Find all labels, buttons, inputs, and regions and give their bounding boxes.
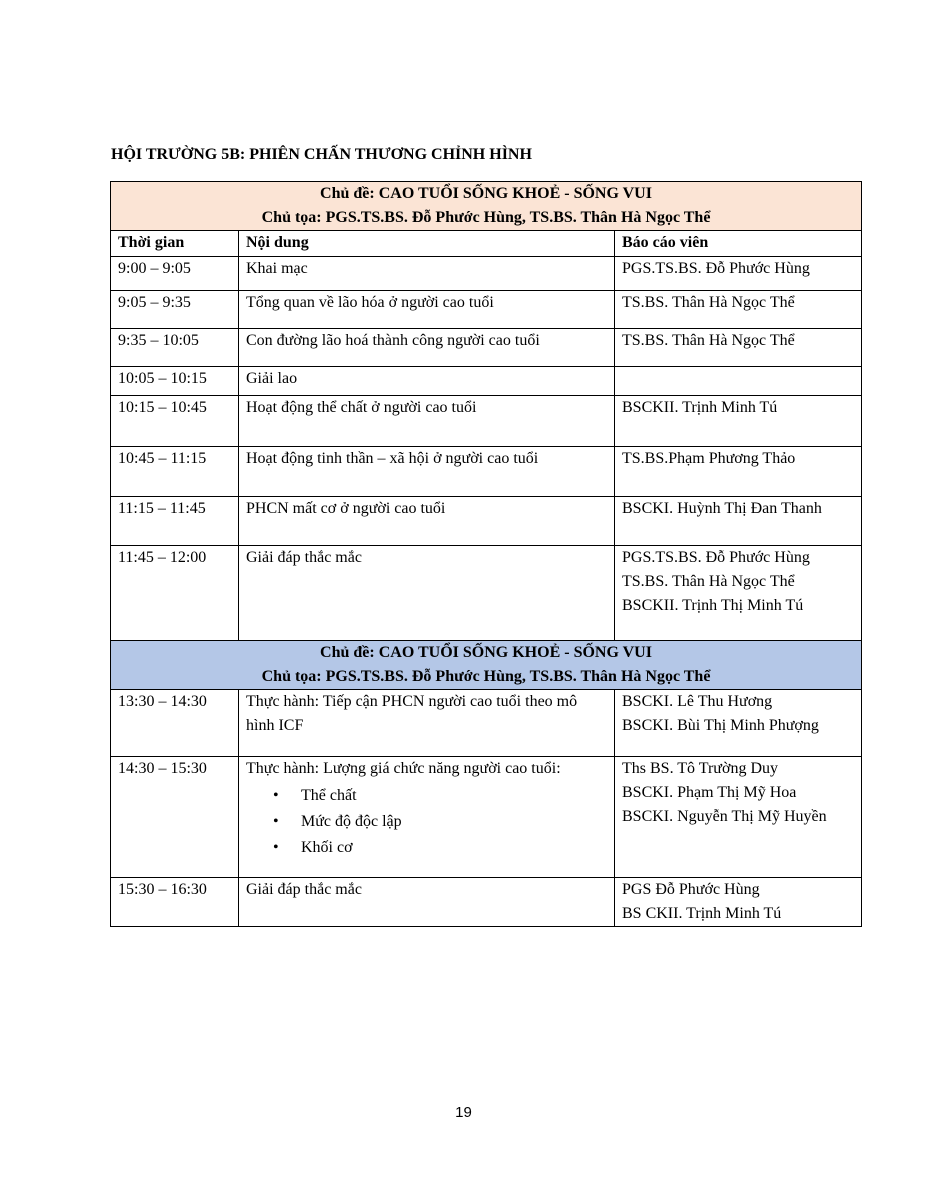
speaker-name: TS.BS. Thân Hà Ngọc Thể bbox=[622, 573, 795, 590]
speaker-cell: TS.BS. Thân Hà Ngọc Thể bbox=[615, 329, 862, 367]
speaker-cell bbox=[615, 546, 862, 641]
afternoon-chair: Chủ tọa: PGS.TS.BS. Đỗ Phước Hùng, TS.BS. Thân Hà Ngọc Thể bbox=[261, 668, 711, 685]
time-cell: 15:30 – 16:30 bbox=[111, 878, 239, 927]
speaker-cell: TS.BS.Phạm Phương Thảo bbox=[615, 447, 862, 497]
content-cell: Tổng quan về lão hóa ở người cao tuổi bbox=[239, 291, 615, 329]
speaker-cell: PGS.TS.BS. Đỗ Phước Hùng bbox=[615, 257, 862, 291]
list-item bbox=[246, 835, 607, 861]
time-cell: 9:00 – 9:05 bbox=[111, 257, 239, 291]
time-cell: 10:15 – 10:45 bbox=[111, 396, 239, 447]
bullet-icon: • bbox=[273, 839, 279, 856]
speaker-name: BSCKI. Lê Thu Hương bbox=[622, 693, 773, 710]
table-row bbox=[111, 396, 862, 447]
time-cell: 10:45 – 11:15 bbox=[111, 447, 239, 497]
content-text: Thực hành: Lượng giá chức năng người cao tuổi: bbox=[246, 760, 561, 777]
time-cell: 14:30 – 15:30 bbox=[111, 757, 239, 878]
column-header-speaker: Báo cáo viên bbox=[615, 231, 862, 257]
content-cell: Thực hành: Tiếp cận PHCN người cao tuổi theo mô hình ICF bbox=[239, 690, 615, 757]
column-header-content: Nội dung bbox=[239, 231, 615, 257]
list-item-text: Khối cơ bbox=[301, 839, 353, 856]
bullet-list bbox=[246, 783, 607, 861]
content-cell: Con đường lão hoá thành công người cao tuổi bbox=[239, 329, 615, 367]
speaker-name: BSCKI. Nguyễn Thị Mỹ Huyền bbox=[622, 808, 827, 825]
speaker-cell bbox=[615, 690, 862, 757]
list-item-text: Mức độ độc lập bbox=[301, 813, 402, 830]
content-cell: Hoạt động tinh thần – xã hội ở người cao tuổi bbox=[239, 447, 615, 497]
content-cell: Giải lao bbox=[239, 367, 615, 396]
table-row bbox=[111, 546, 862, 641]
content-cell: PHCN mất cơ ở người cao tuổi bbox=[239, 497, 615, 546]
time-cell: 11:45 – 12:00 bbox=[111, 546, 239, 641]
column-header-row bbox=[111, 231, 862, 257]
time-cell: 9:05 – 9:35 bbox=[111, 291, 239, 329]
time-cell: 11:15 – 11:45 bbox=[111, 497, 239, 546]
content-cell: Giải đáp thắc mắc bbox=[239, 878, 615, 927]
speaker-name: PGS Đỗ Phước Hùng bbox=[622, 881, 760, 898]
morning-chair: Chủ tọa: PGS.TS.BS. Đỗ Phước Hùng, TS.BS. Thân Hà Ngọc Thể bbox=[261, 209, 711, 226]
morning-session-header bbox=[111, 182, 862, 231]
table-row bbox=[111, 690, 862, 757]
speaker-name: BSCKI. Bùi Thị Minh Phượng bbox=[622, 717, 819, 734]
content-cell bbox=[239, 757, 615, 878]
time-cell: 9:35 – 10:05 bbox=[111, 329, 239, 367]
time-cell: 10:05 – 10:15 bbox=[111, 367, 239, 396]
column-header-time: Thời gian bbox=[111, 231, 239, 257]
speaker-cell bbox=[615, 757, 862, 878]
content-cell: Hoạt động thể chất ở người cao tuổi bbox=[239, 396, 615, 447]
speaker-cell bbox=[615, 367, 862, 396]
speaker-name: Ths BS. Tô Trường Duy bbox=[622, 760, 778, 777]
content-cell: Khai mạc bbox=[239, 257, 615, 291]
section-heading: HỘI TRƯỜNG 5B: PHIÊN CHẤN THƯƠNG CHỈNH HÌNH bbox=[111, 146, 532, 163]
afternoon-topic: Chủ đề: CAO TUỔI SỐNG KHOẺ - SỐNG VUI bbox=[320, 644, 652, 661]
table-row bbox=[111, 878, 862, 927]
table-row bbox=[111, 367, 862, 396]
table-row bbox=[111, 291, 862, 329]
bullet-icon: • bbox=[273, 813, 279, 830]
table-row bbox=[111, 257, 862, 291]
table-row bbox=[111, 757, 862, 878]
speaker-cell: BSCKII. Trịnh Minh Tú bbox=[615, 396, 862, 447]
table-row bbox=[111, 329, 862, 367]
speaker-name: PGS.TS.BS. Đỗ Phước Hùng bbox=[622, 549, 810, 566]
table-row bbox=[111, 497, 862, 546]
morning-topic: Chủ đề: CAO TUỔI SỐNG KHOẺ - SỐNG VUI bbox=[320, 185, 652, 202]
schedule-table bbox=[110, 181, 862, 927]
speaker-cell bbox=[615, 878, 862, 927]
speaker-cell: BSCKI. Huỳnh Thị Đan Thanh bbox=[615, 497, 862, 546]
content-cell: Giải đáp thắc mắc bbox=[239, 546, 615, 641]
speaker-cell: TS.BS. Thân Hà Ngọc Thể bbox=[615, 291, 862, 329]
list-item bbox=[246, 809, 607, 835]
page-number: 19 bbox=[455, 1104, 472, 1121]
table-row bbox=[111, 447, 862, 497]
speaker-name: BSCKI. Phạm Thị Mỹ Hoa bbox=[622, 784, 797, 801]
afternoon-session-header bbox=[111, 641, 862, 690]
speaker-name: BSCKII. Trịnh Thị Minh Tú bbox=[622, 597, 804, 614]
speaker-name: BS CKII. Trịnh Minh Tú bbox=[622, 905, 782, 922]
list-item bbox=[246, 783, 607, 809]
time-cell: 13:30 – 14:30 bbox=[111, 690, 239, 757]
bullet-icon: • bbox=[273, 787, 279, 804]
list-item-text: Thể chất bbox=[301, 787, 357, 804]
